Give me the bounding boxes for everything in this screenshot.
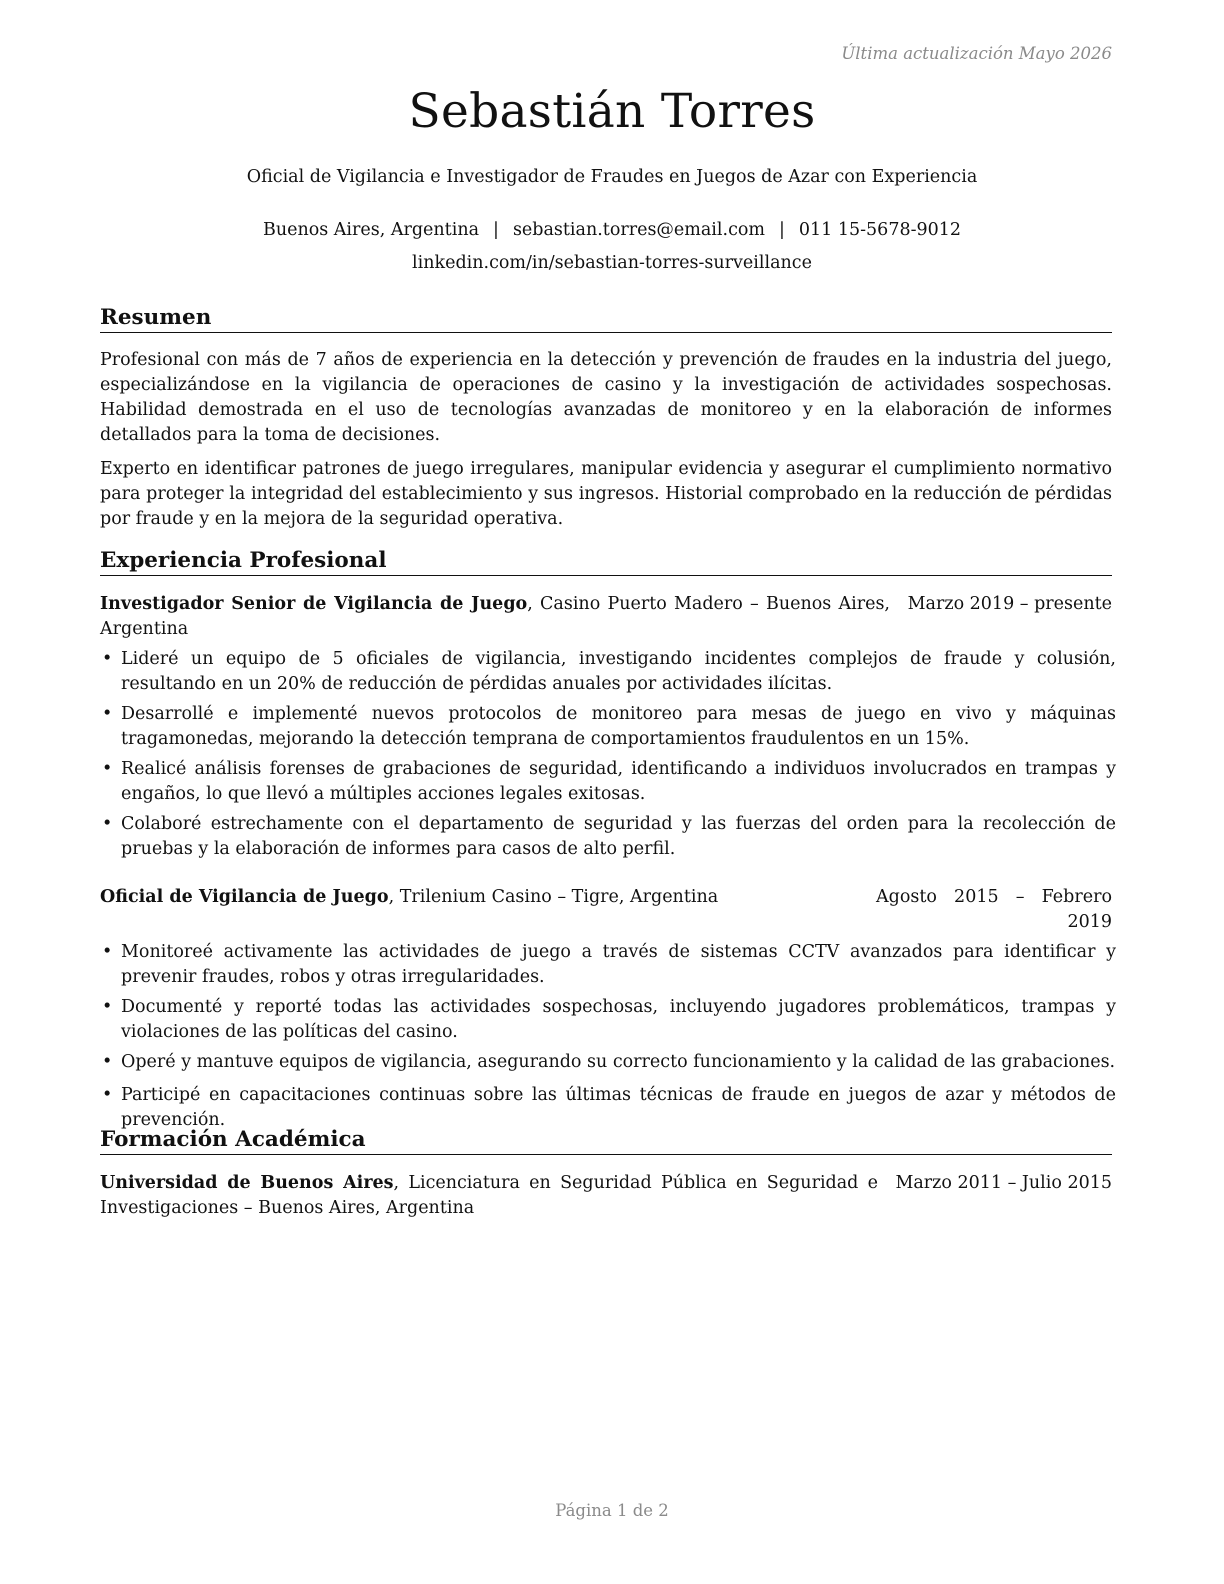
job-bullets [100,940,1116,1138]
list-item: • Documenté y reporté todas las actividades sospechosas, incluyendo jugadores problemáticos, trampas y violaciones de las políticas del casino. [100,995,1116,1045]
contact-line [0,220,1224,240]
job-header [100,592,1112,642]
section-title-summary: Resumen [100,305,1112,333]
summary-paragraph-1: Profesional con más de 7 años de experiencia en la detección y prevención de fraudes en la industria del juego, especializándose en la vigilancia de operaciones de casino y la investigación de actividades sospechosas. Habilidad demostrada en el uso de tecnologías avanzadas de monitoreo y en la elaboración de informes detallados para la toma de decisiones. [100,350,1112,445]
job-bullets [100,647,1116,867]
education-school: Universidad de Buenos Aires [100,1173,394,1193]
section-title-experience: Experiencia Profesional [100,548,1112,576]
page-number: Página 1 de 2 [555,1501,669,1520]
job-company: , Casino Puerto Madero – Buenos Aires, Argentina [100,594,890,639]
linkedin-link[interactable]: linkedin.com/in/sebastian-torres-surveillance [412,253,812,273]
list-item: • Realicé análisis forenses de grabaciones de seguridad, identificando a individuos involucrados en trampas y engaños, lo que llevó a múltiples acciones legales exitosas. [100,757,1116,807]
list-item: • Lideré un equipo de 5 oficiales de vigilancia, investigando incidentes complejos de fraude y colusión, resultando en un 20% de reducción de pérdidas anuales por actividades ilícitas. [100,647,1116,697]
job-dates: Agosto 2015 – Febrero 2019 [876,887,1112,932]
job-dates: Marzo 2019 – presente [907,594,1112,614]
email-link[interactable]: sebastian.torres@email.com [512,220,765,240]
separator: | [493,220,499,240]
job-role: Investigador Senior de Vigilancia de Juego [100,594,528,614]
list-item: • Monitoreé activamente las actividades de juego a través de sistemas CCTV avanzados para identificar y prevenir fraudes, robos y otras irregularidades. [100,940,1116,990]
candidate-subtitle: Oficial de Vigilancia e Investigador de Fraudes en Juegos de Azar con Experiencia [246,167,978,187]
job-company: , Trilenium Casino – Tigre, Argentina [388,887,719,907]
education-entry [100,1171,1112,1221]
list-item: • Desarrollé e implementé nuevos protocolos de monitoreo para mesas de juego en vivo y máquinas tragamonedas, mejorando la detección temprana de comportamientos fraudulentos en un 15%. [100,702,1116,752]
list-item: • Participé en capacitaciones continuas sobre las últimas técnicas de fraude en juegos de azar y métodos de prevención. [100,1083,1116,1133]
job-role: Oficial de Vigilancia de Juego [100,887,389,907]
list-item: • Colaboré estrechamente con el departamento de seguridad y las fuerzas del orden para la recolección de pruebas y la elaboración de informes para casos de alto perfil. [100,812,1116,862]
education-school-degree [100,1171,878,1221]
location: Buenos Aires, Argentina [262,220,480,240]
job-title-company [100,885,860,910]
list-item: • Operé y mantuve equipos de vigilancia, asegurando su correcto funcionamiento y la calidad de las grabaciones. [100,1050,1116,1075]
phone: 011 15-5678-9012 [798,220,962,240]
section-title-education: Formación Académica [100,1127,1112,1155]
summary-paragraph-2: Experto en identificar patrones de juego irregulares, manipular evidencia y asegurar el cumplimiento normativo para proteger la integridad del establecimiento y sus ingresos. Historial comprobado en la reducción de pérdidas por fraude y en la mejora de la seguridad operativa. [100,459,1112,529]
job-title-company [100,592,890,642]
job-header [100,885,1112,935]
candidate-name: Sebastián Torres [408,84,816,139]
education-degree: , Licenciatura en Seguridad Pública en Seguridad e Investigaciones – Buenos Aires, Argentina [100,1173,878,1218]
education-dates: Marzo 2011 – Julio 2015 [895,1173,1112,1193]
last-updated: Última actualización Mayo 2026 [841,44,1112,63]
separator: | [779,220,785,240]
